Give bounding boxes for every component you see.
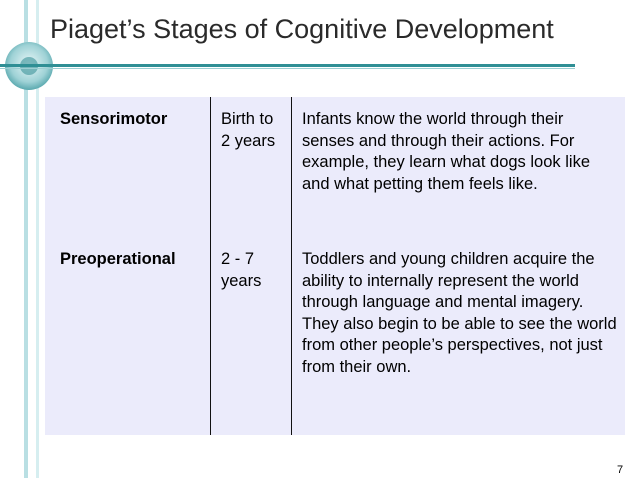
slide-title: Piaget’s Stages of Cognitive Development	[50, 14, 554, 44]
column-divider	[291, 97, 292, 435]
title-underline-thin	[0, 68, 575, 69]
stage-description: Toddlers and young children acquire the ability to internally represent the world through language and mental imagery. They also begin to be able to see the world from other people’s perspectives, not just from their own.	[302, 250, 617, 376]
stage-name: Sensorimotor	[60, 110, 168, 128]
stage-name: Preoperational	[60, 250, 176, 268]
stage-age: 2 - 7 years	[221, 250, 262, 290]
column-divider	[210, 97, 211, 435]
stage-description: Infants know the world through their senses and through their actions. For example, they learn what dogs look like and what petting them feels like.	[302, 110, 590, 193]
title-underline	[0, 64, 575, 67]
page-number: 7	[617, 464, 624, 476]
stage-age: Birth to 2 years	[221, 110, 276, 150]
